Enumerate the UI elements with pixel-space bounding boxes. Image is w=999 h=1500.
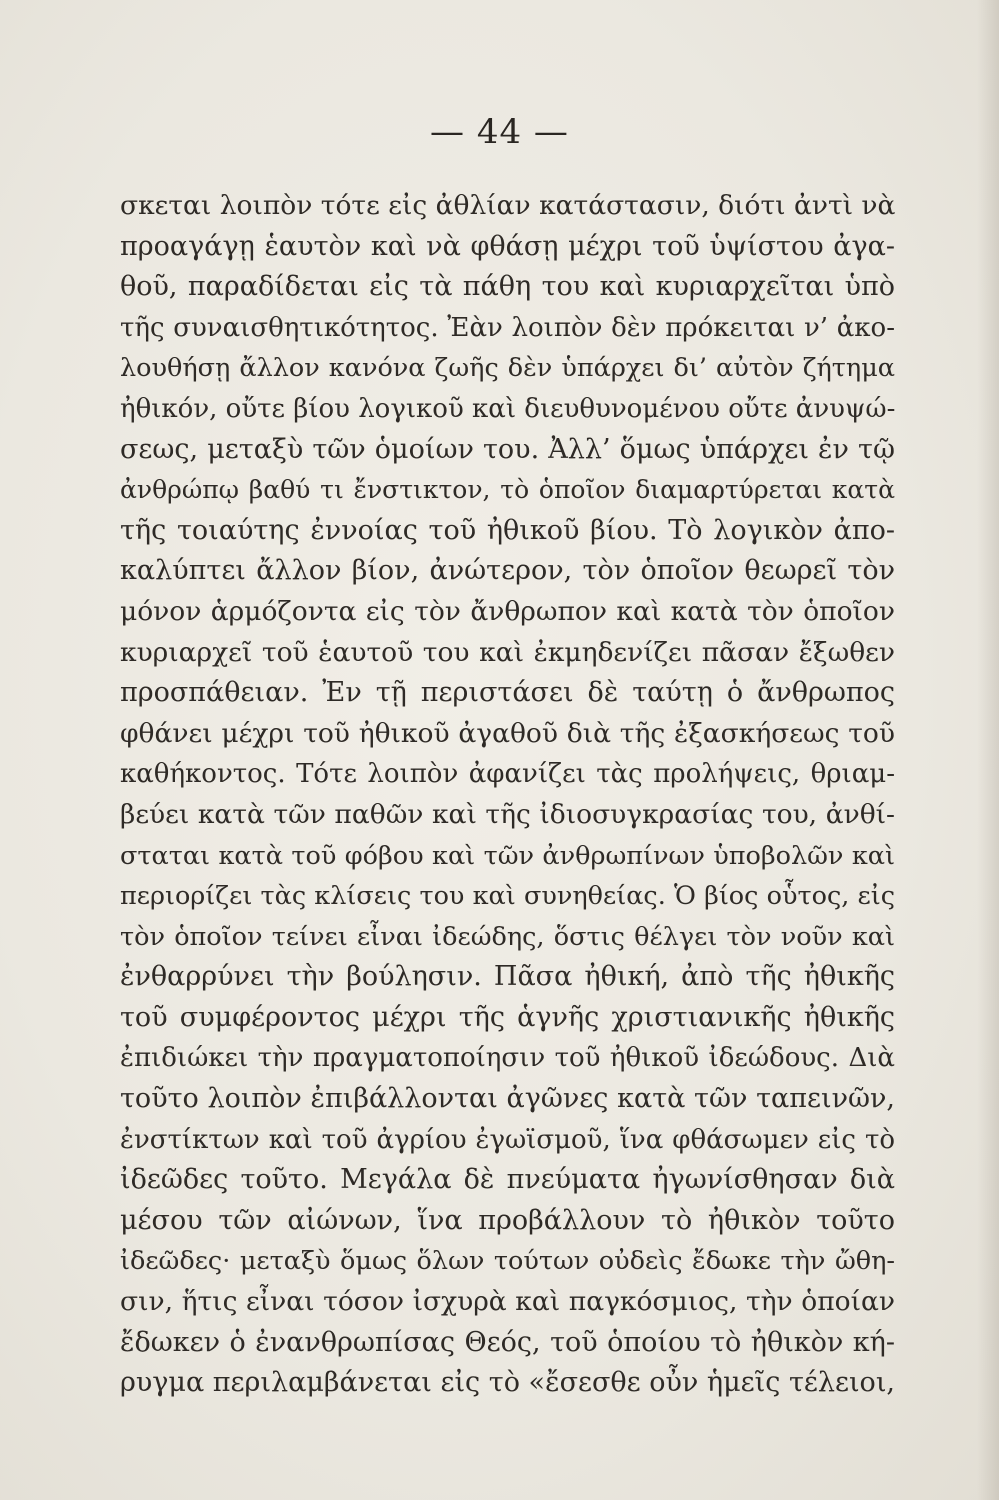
- text-line: περιορίζει τὰς κλίσεις του καὶ συνηθείας. Ὁ βίος οὗτος, εἰς: [120, 881, 895, 912]
- text-line: μέσου τῶν αἰώνων, ἵνα προβάλλουν τὸ ἠθικὸν τοῦτο: [120, 1204, 895, 1236]
- text-line: ἐνστίκτων καὶ τοῦ ἀγρίου ἐγωϊσμοῦ, ἵνα φθάσωμεν εἰς τὸ: [120, 1124, 895, 1155]
- text-line: ἀνθρώπῳ βαθύ τι ἔνστικτον, τὸ ὁποῖον διαμαρτύρεται κατὰ: [120, 475, 895, 505]
- text-line: τοῦ συμφέροντος μέχρι τῆς ἁγνῆς χριστιανικῆς ἠθικῆς: [120, 1001, 895, 1033]
- text-line: σιν, ἥτις εἶναι τόσον ἰσχυρὰ καὶ παγκόσμιος, τὴν ὁποίαν: [120, 1286, 895, 1318]
- text-line: φθάνει μέχρι τοῦ ἠθικοῦ ἀγαθοῦ διὰ τῆς ἐξασκήσεως τοῦ: [120, 717, 895, 749]
- text-line: προσπάθειαν. Ἐν τῇ περιστάσει δὲ ταύτῃ ὁ ἄνθρωπος: [120, 677, 895, 709]
- text-line: ἰδεῶδες· μεταξὺ ὅμως ὅλων τούτων οὐδεὶς ἔδωκε τὴν ὤθη-: [120, 1246, 895, 1277]
- text-line: κυριαρχεῖ τοῦ ἑαυτοῦ του καὶ ἐκμηδενίζει πᾶσαν ἔξωθεν: [120, 636, 895, 668]
- text-line: τῆς τοιαύτης ἐννοίας τοῦ ἠθικοῦ βίου. Τὸ λογικὸν ἀπο-: [120, 514, 895, 546]
- text-line: τοῦτο λοιπὸν ἐπιβάλλονται ἀγῶνες κατὰ τῶν ταπεινῶν,: [120, 1083, 895, 1115]
- text-line: τὸν ὁποῖον τείνει εἶναι ἰδεώδης, ὅστις θέλγει τὸν νοῦν καὶ: [120, 921, 895, 952]
- text-line: σταται κατὰ τοῦ φόβου καὶ τῶν ἀνθρωπίνων ὑποβολῶν καὶ: [120, 840, 895, 871]
- text-line: τῆς συναισθητικότητος. Ἐὰν λοιπὸν δὲν πρόκειται ν’ ἀκο-: [120, 312, 895, 343]
- text-line: καθήκοντος. Τότε λοιπὸν ἀφανίζει τὰς προλήψεις, θριαμ-: [120, 759, 895, 790]
- page-edge-shadow: [977, 0, 999, 1500]
- text-line: σκεται λοιπὸν τότε εἰς ἀθλίαν κατάστασιν, διότι ἀντὶ νὰ: [120, 190, 895, 221]
- text-line: ἠθικόν, οὔτε βίου λογικοῦ καὶ διευθυνομένου οὔτε ἀνυψώ-: [120, 393, 895, 424]
- text-line: λουθήσῃ ἄλλον κανόνα ζωῆς δὲν ὑπάρχει δι’ αὐτὸν ζήτημα: [120, 353, 895, 384]
- text-line: μόνον ἁρμόζοντα εἰς τὸν ἄνθρωπον καὶ κατὰ τὸν ὁποῖον: [120, 595, 895, 627]
- text-line: προαγάγῃ ἑαυτὸν καὶ νὰ φθάσῃ μέχρι τοῦ ὑψίστου ἀγα-: [120, 230, 895, 262]
- text-line: βεύει κατὰ τῶν παθῶν καὶ τῆς ἰδιοσυγκρασίας του, ἀνθί-: [120, 798, 895, 830]
- text-line: ἔδωκεν ὁ ἐνανθρωπίσας Θεός, τοῦ ὁποίου τὸ ἠθικὸν κή-: [120, 1326, 895, 1358]
- text-line: σεως, μεταξὺ τῶν ὁμοίων του. Ἀλλ’ ὅμως ὑπάρχει ἐν τῷ: [120, 433, 895, 465]
- text-line: ἐπιδιώκει τὴν πραγματοποίησιν τοῦ ἠθικοῦ ἰδεώδους. Διὰ: [120, 1043, 895, 1074]
- body-text: [120, 186, 895, 1404]
- text-line: ρυγμα περιλαμβάνεται εἰς τὸ «ἔσεσθε οὖν ἡμεῖς τέλειοι,: [120, 1367, 895, 1399]
- text-line: θοῦ, παραδίδεται εἰς τὰ πάθη του καὶ κυριαρχεῖται ὑπὸ: [120, 271, 895, 303]
- text-line: ἐνθαρρύνει τὴν βούλησιν. Πᾶσα ἠθική, ἀπὸ τῆς ἠθικῆς: [120, 961, 895, 993]
- page-number: — 44 —: [430, 112, 569, 152]
- text-line: ἰδεῶδες τοῦτο. Μεγάλα δὲ πνεύματα ἠγωνίσθησαν διὰ: [120, 1164, 895, 1196]
- text-line: καλύπτει ἄλλον βίον, ἀνώτερον, τὸν ὁποῖον θεωρεῖ τὸν: [120, 555, 895, 587]
